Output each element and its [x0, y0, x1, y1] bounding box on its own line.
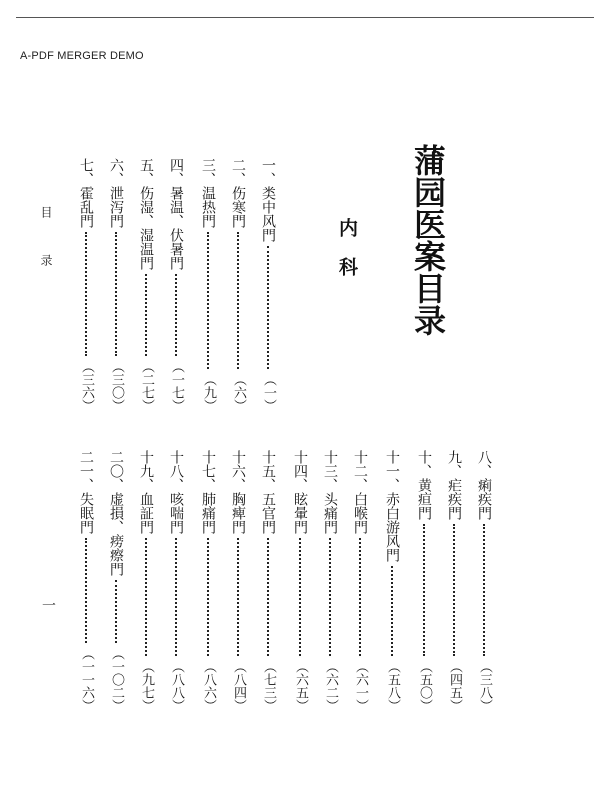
- toc-entry-number: 十一、: [384, 450, 400, 492]
- leader-dots: [329, 538, 331, 656]
- leader-dots: [175, 274, 177, 356]
- toc-entry-title[interactable]: 泄泻門: [108, 186, 124, 228]
- toc-entry-title[interactable]: 眩暈門: [292, 492, 308, 534]
- toc-entry[interactable]: [258, 450, 278, 712]
- toc-entry[interactable]: [106, 158, 126, 412]
- leader-dots: [237, 232, 239, 369]
- leader-dots: [267, 246, 269, 369]
- toc-entry[interactable]: [444, 450, 464, 712]
- toc-entry-title[interactable]: 胸痺門: [230, 492, 246, 534]
- toc-entry-page: （四五）: [447, 660, 462, 712]
- leader-dots: [423, 524, 425, 656]
- leader-dots: [115, 580, 117, 643]
- toc-entry-number: 二、: [230, 158, 246, 186]
- toc-entry[interactable]: [320, 450, 340, 712]
- toc-entry[interactable]: [136, 450, 156, 712]
- toc-entry-page: （二七）: [139, 360, 154, 412]
- section-heading: 内科: [336, 218, 358, 296]
- toc-entry-page: （六五）: [293, 660, 308, 712]
- leader-dots: [145, 538, 147, 656]
- toc-entry-number: 三、: [200, 158, 216, 186]
- toc-entry[interactable]: [290, 450, 310, 712]
- toc-entry-title[interactable]: 失眠門: [78, 492, 94, 534]
- leader-dots: [453, 524, 455, 656]
- toc-entry[interactable]: [166, 450, 186, 712]
- toc-entry-page: （八八）: [169, 660, 184, 712]
- toc-entry[interactable]: [382, 450, 402, 712]
- toc-entry-page: （七三）: [261, 660, 276, 712]
- toc-entry[interactable]: [228, 450, 248, 712]
- toc-entry-page: （一）: [261, 373, 276, 412]
- toc-entry-title[interactable]: 虚損、痨瘵門: [108, 492, 124, 576]
- toc-entry-title[interactable]: 白喉門: [352, 492, 368, 534]
- toc-entry-number: 十、: [416, 450, 432, 478]
- toc-entry-page: （八四）: [231, 660, 246, 712]
- leader-dots: [85, 232, 87, 356]
- toc-entry-page: （五〇）: [417, 660, 432, 712]
- leader-dots: [483, 524, 485, 656]
- toc-entry-number: 十三、: [322, 450, 338, 492]
- toc-entry-number: 六、: [108, 158, 124, 186]
- toc-entry[interactable]: [350, 450, 370, 712]
- page-title: 蒲园医案目录: [409, 144, 447, 336]
- toc-entry-number: 七、: [78, 158, 94, 186]
- toc-entry-number: 八、: [476, 450, 492, 478]
- toc-entry-page: （三〇）: [109, 360, 124, 412]
- toc-entry[interactable]: [258, 158, 278, 412]
- toc-entry-title[interactable]: 黄疸門: [416, 478, 432, 520]
- leader-dots: [207, 538, 209, 656]
- toc-entry-number: 十六、: [230, 450, 246, 492]
- toc-entry-number: 十五、: [260, 450, 276, 492]
- toc-entry-title[interactable]: 暑温、伏暑門: [168, 186, 184, 270]
- toc-entry-page: （九七）: [139, 660, 154, 712]
- toc-entry-title[interactable]: 温热門: [200, 186, 216, 228]
- side-running-label: 目录: [39, 206, 53, 302]
- toc-entry-page: （六二）: [323, 660, 338, 712]
- leader-dots: [299, 538, 301, 656]
- toc-entry-number: 十七、: [200, 450, 216, 492]
- toc-entry-title[interactable]: 痢疾門: [476, 478, 492, 520]
- leader-dots: [175, 538, 177, 656]
- toc-entry-title[interactable]: 赤白游风門: [384, 492, 400, 562]
- toc-entry[interactable]: [166, 158, 186, 412]
- leader-dots: [207, 232, 209, 369]
- toc-entry-number: 九、: [446, 450, 462, 478]
- toc-entry-title[interactable]: 咳喘門: [168, 492, 184, 534]
- toc-entry-number: 十八、: [168, 450, 184, 492]
- toc-entry-title[interactable]: 霍乱門: [78, 186, 94, 228]
- toc-entry[interactable]: [228, 158, 248, 412]
- toc-entry-number: 十二、: [352, 450, 368, 492]
- toc-entry-title[interactable]: 伤湿、湿温門: [138, 186, 154, 270]
- watermark-text: A-PDF MERGER DEMO: [20, 50, 144, 62]
- toc-entry-number: 十四、: [292, 450, 308, 492]
- toc-entry[interactable]: [198, 158, 218, 412]
- toc-entry[interactable]: [198, 450, 218, 712]
- toc-entry-title[interactable]: 类中风門: [260, 186, 276, 242]
- toc-entry-number: 一、: [260, 158, 276, 186]
- toc-entry-page: （一七）: [169, 360, 184, 412]
- toc-entry-page: （五八）: [385, 660, 400, 712]
- toc-entry-number: 十九、: [138, 450, 154, 492]
- toc-entry-page: （六一）: [353, 660, 368, 712]
- leader-dots: [359, 538, 361, 656]
- leader-dots: [115, 232, 117, 356]
- toc-entry-number: 四、: [168, 158, 184, 186]
- leader-dots: [267, 538, 269, 656]
- top-rule: [16, 17, 594, 18]
- page-number: 一: [40, 598, 56, 612]
- toc-entry-title[interactable]: 头痛門: [322, 492, 338, 534]
- toc-entry-page: （三六）: [79, 360, 94, 412]
- leader-dots: [237, 538, 239, 656]
- leader-dots: [145, 274, 147, 356]
- toc-entry[interactable]: [474, 450, 494, 712]
- toc-entry-page: （九）: [201, 373, 216, 412]
- toc-entry[interactable]: [76, 450, 96, 712]
- toc-entry-title[interactable]: 血証門: [138, 492, 154, 534]
- toc-entry-page: （一〇二）: [109, 647, 124, 712]
- toc-entry-title[interactable]: 疟疾門: [446, 478, 462, 520]
- toc-entry-number: 五、: [138, 158, 154, 186]
- toc-entry[interactable]: [106, 450, 126, 712]
- toc-entry[interactable]: [136, 158, 156, 412]
- toc-entry-title[interactable]: 五官門: [260, 492, 276, 534]
- toc-entry-page: （一一六）: [79, 647, 94, 712]
- leader-dots: [391, 566, 393, 656]
- toc-entry[interactable]: [76, 158, 96, 412]
- toc-entry-page: （六）: [231, 373, 246, 412]
- toc-entry-title[interactable]: 伤寒門: [230, 186, 246, 228]
- toc-entry-page: （三八）: [477, 660, 492, 712]
- toc-entry-number: 二一、: [78, 450, 94, 492]
- toc-entry-title[interactable]: 肺痛門: [200, 492, 216, 534]
- leader-dots: [85, 538, 87, 643]
- toc-entry[interactable]: [414, 450, 434, 712]
- toc-entry-number: 二〇、: [108, 450, 124, 492]
- toc-entry-page: （八六）: [201, 660, 216, 712]
